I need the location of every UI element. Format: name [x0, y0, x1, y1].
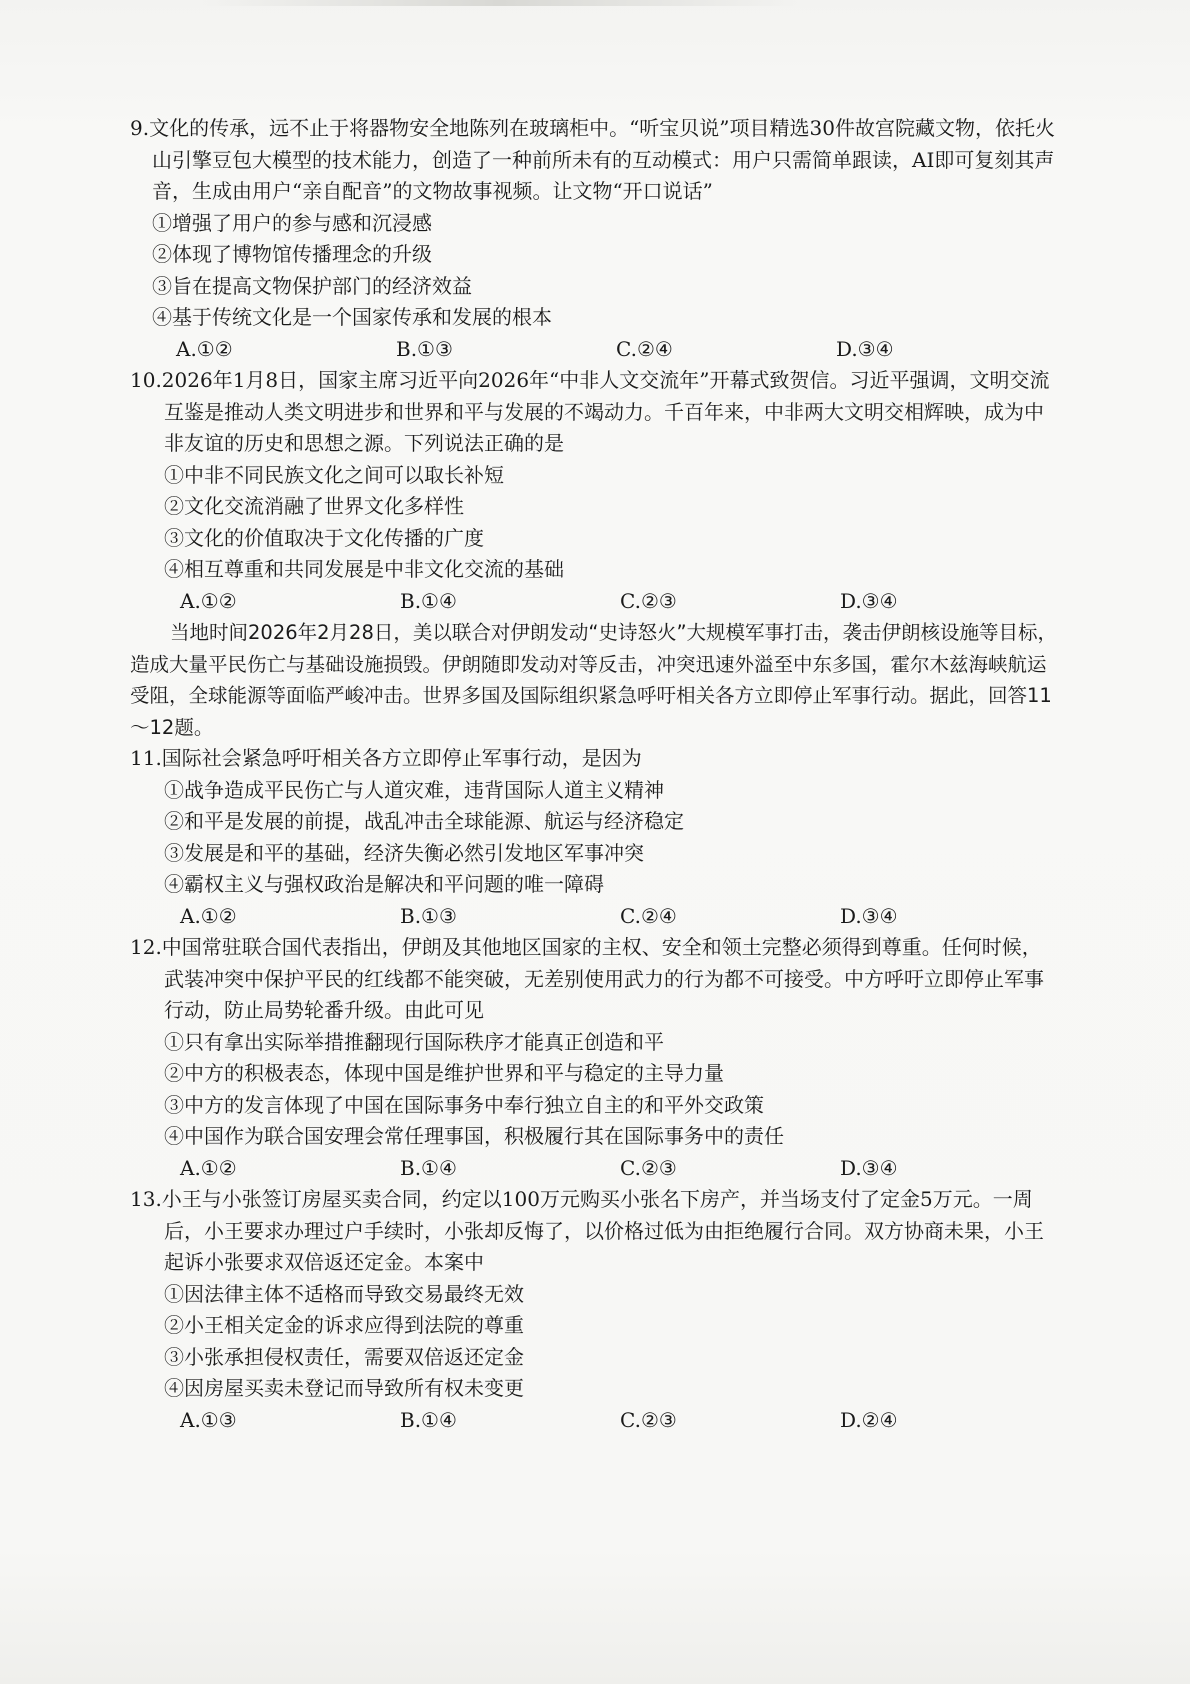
choice-a: A.①②	[176, 336, 233, 361]
choice-a: A.①③	[180, 1407, 237, 1432]
question-11-stem: 11.国际社会紧急呼吁相关各方立即停止军事行动，是因为	[130, 746, 642, 770]
question-12-choices	[130, 1153, 1060, 1185]
choice-c: C.②④	[616, 336, 673, 361]
question-13-option-2: ②小王相关定金的诉求应得到法院的尊重	[164, 1313, 524, 1337]
choice-d: D.③④	[840, 1155, 898, 1180]
question-12-option-2: ②中方的积极表态，体现中国是维护世界和平与稳定的主导力量	[164, 1061, 724, 1085]
question-13-option-1: ①因法律主体不适格而导致交易最终无效	[164, 1281, 524, 1306]
question-12-option-4: ④中国作为联合国安理会常任理事国，积极履行其在国际事务中的责任	[164, 1124, 784, 1148]
question-13	[130, 1184, 1060, 1436]
choice-c: C.②③	[620, 1407, 677, 1432]
choice-b: B.①④	[400, 1407, 457, 1432]
choice-b: B.①④	[400, 1155, 457, 1180]
question-12	[130, 932, 1060, 1184]
question-11-option-3: ③发展是和平的基础，经济失衡必然引发地区军事冲突	[164, 840, 644, 865]
choice-a: A.①②	[180, 903, 237, 928]
choice-b: B.①④	[400, 588, 457, 613]
question-11	[130, 743, 1060, 932]
choice-d: D.③④	[836, 336, 894, 361]
question-10-choices	[130, 586, 1060, 618]
choice-c: C.②③	[620, 588, 677, 613]
question-11-option-2: ②和平是发展的前提，战乱冲击全球能源、航运与经济稳定	[164, 809, 684, 833]
question-10-option-2: ②文化交流消融了世界文化多样性	[164, 494, 464, 518]
question-9-choices	[130, 334, 1060, 366]
reading-passage: 当地时间2026年2月28日，美以联合对伊朗发动“史诗怒火”大规模军事打击，袭击伊朗核设施等目标，造成大量平民伤亡与基础设施损毁。伊朗随即发动对等反击，冲突迅速外溢至中东多国，霍尔木兹海峡航运受阻，全球能源等面临严峻冲击。世界多国及国际组织紧急呼吁相关各方立即停止军事行动。据此，回答11～12题。	[130, 621, 1058, 739]
choice-a: A.①②	[180, 588, 237, 613]
question-9-stem: 9.文化的传承，远不止于将器物安全地陈列在玻璃柜中。“听宝贝说”项目精选30件故宫院藏文物，依托火山引擎豆包大模型的技术能力，创造了一种前所未有的互动模式：用户只需简单跟读，AI即可复刻其声音，生成由用户“亲自配音”的文物故事视频。让文物“开口说话”	[130, 116, 1055, 203]
question-10-option-3: ③文化的价值取决于文化传播的广度	[164, 525, 484, 550]
question-9-option-1: ①增强了用户的参与感和沉浸感	[152, 210, 432, 235]
question-13-option-4: ④因房屋买卖未登记而导致所有权未变更	[164, 1376, 524, 1400]
choice-d: D.②④	[840, 1407, 898, 1432]
choice-c: C.②③	[620, 1155, 677, 1180]
scan-artifact	[200, 0, 800, 6]
question-10-option-1: ①中非不同民族文化之间可以取长补短	[164, 462, 504, 487]
question-12-option-3: ③中方的发言体现了中国在国际事务中奉行独立自主的和平外交政策	[164, 1092, 764, 1117]
question-9	[130, 113, 1060, 365]
question-12-stem: 12.中国常驻联合国代表指出，伊朗及其他地区国家的主权、安全和领土完整必须得到尊重。任何时候，武装冲突中保护平民的红线都不能突破，无差别使用武力的行为都不可接受。中方呼吁立即停止军事行动，防止局势轮番升级。由此可见	[130, 935, 1044, 1022]
question-11-choices	[130, 901, 1060, 933]
question-9-option-3: ③旨在提高文物保护部门的经济效益	[152, 273, 472, 298]
question-13-stem: 13.小王与小张签订房屋买卖合同，约定以100万元购买小张名下房产，并当场支付了定金5万元。一周后，小王要求办理过户手续时，小张却反悔了，以价格过低为由拒绝履行合同。双方协商未果，小王起诉小张要求双倍返还定金。本案中	[130, 1187, 1044, 1274]
question-13-option-3: ③小张承担侵权责任，需要双倍返还定金	[164, 1344, 524, 1369]
choice-d: D.③④	[840, 903, 898, 928]
question-10-option-4: ④相互尊重和共同发展是中非文化交流的基础	[164, 557, 564, 581]
question-list	[130, 113, 1060, 1436]
choice-b: B.①③	[396, 336, 453, 361]
question-9-option-4: ④基于传统文化是一个国家传承和发展的根本	[152, 305, 552, 329]
question-10	[130, 365, 1060, 617]
question-12-option-1: ①只有拿出实际举措推翻现行国际秩序才能真正创造和平	[164, 1029, 664, 1054]
question-11-option-1: ①战争造成平民伤亡与人道灾难，违背国际人道主义精神	[164, 777, 664, 802]
choice-a: A.①②	[180, 1155, 237, 1180]
question-9-option-2: ②体现了博物馆传播理念的升级	[152, 242, 432, 266]
choice-d: D.③④	[840, 588, 898, 613]
question-11-option-4: ④霸权主义与强权政治是解决和平问题的唯一障碍	[164, 872, 604, 896]
choice-b: B.①③	[400, 903, 457, 928]
question-13-choices	[130, 1405, 1060, 1437]
choice-c: C.②④	[620, 903, 677, 928]
question-10-stem: 10.2026年1月8日，国家主席习近平向2026年“中非人文交流年”开幕式致贺信。习近平强调，文明交流互鉴是推动人类文明进步和世界和平与发展的不竭动力。千百年来，中非两大文明交相辉映，成为中非友谊的历史和思想之源。下列说法正确的是	[130, 368, 1050, 455]
